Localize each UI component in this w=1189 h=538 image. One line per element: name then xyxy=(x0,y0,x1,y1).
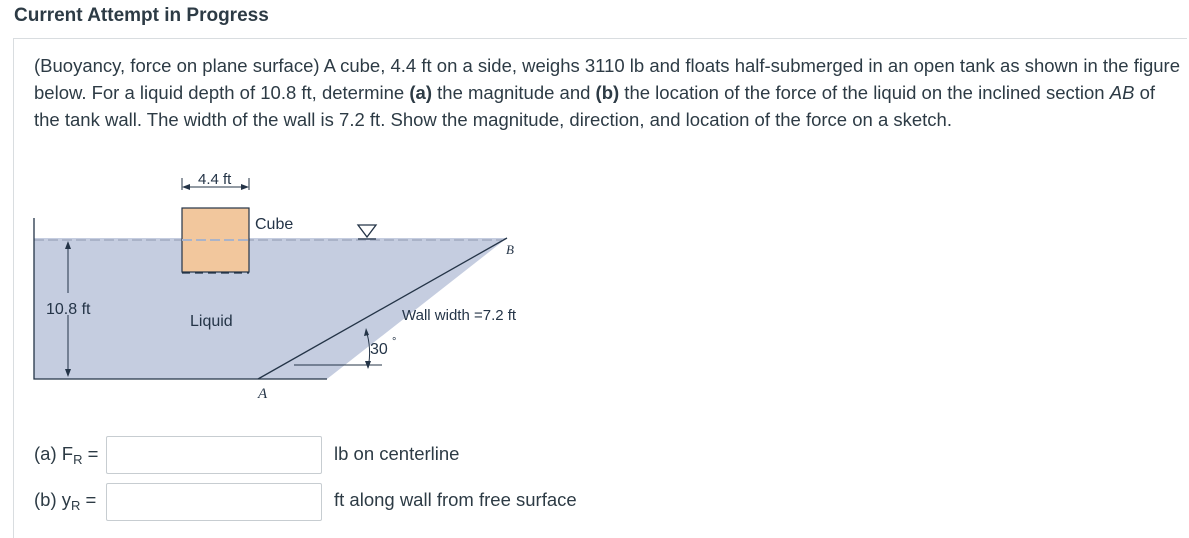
point-b-label: B xyxy=(506,242,514,257)
cube-dimension-label: 4.4 ft xyxy=(198,171,232,188)
tank-figure xyxy=(30,165,570,410)
answer-a-input[interactable] xyxy=(106,436,322,474)
question-part3: the location of the force of the liquid on the inclined section xyxy=(619,82,1110,103)
part-a-tag: (a) xyxy=(409,82,432,103)
answer-b-input[interactable] xyxy=(106,483,322,521)
point-a-label: A xyxy=(258,386,268,402)
angle-label: 30 xyxy=(370,341,388,358)
answer-a-sub: R xyxy=(73,452,83,467)
attempt-header: Current Attempt in Progress xyxy=(14,5,269,26)
degree-symbol: ° xyxy=(392,336,397,348)
answer-a-prefix: (a) F xyxy=(34,443,74,464)
answer-b-unit: ft along wall from free surface xyxy=(334,489,577,510)
question-part2: the magnitude and xyxy=(432,82,596,103)
part-b-tag: (b) xyxy=(595,82,620,103)
cube-dim-arrow-left xyxy=(182,184,190,190)
question-part1: (Buoyancy, force on plane surface) A cube, 4.4 ft on a side, weighs 3110 lb and floats half-submerged in an open tank as shown in the figure below. For a liquid depth of 10.8 ft, determine xyxy=(34,55,1181,103)
question-part4: of the tank wall. The width of the wall is 7.2 ft. Show the magnitude, direction, and location of the force on a sketch. xyxy=(34,82,1156,130)
section-ab: AB xyxy=(1109,82,1135,103)
answer-b-label xyxy=(34,489,96,513)
answer-a-label xyxy=(34,443,98,467)
liquid-label: Liquid xyxy=(190,313,233,330)
answer-a-eq: = xyxy=(82,443,99,464)
depth-label: 10.8 ft xyxy=(46,301,91,318)
water-level-icon xyxy=(358,225,376,237)
answer-a-unit: lb on centerline xyxy=(334,443,460,464)
wall-width-label: Wall width =7.2 ft xyxy=(402,307,517,324)
question-text xyxy=(34,52,1184,133)
answer-b-sub: R xyxy=(71,498,81,513)
cube-label: Cube xyxy=(255,216,294,233)
cube-dim-arrow-right xyxy=(241,184,249,190)
answer-b-prefix: (b) y xyxy=(34,489,71,510)
answer-b-eq: = xyxy=(80,489,97,510)
